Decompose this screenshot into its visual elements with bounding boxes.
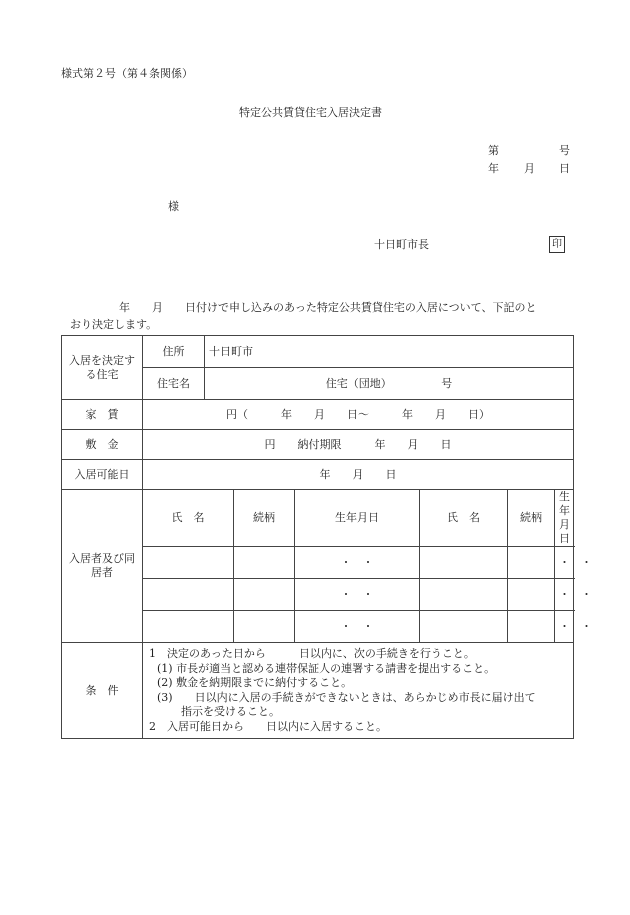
deposit-label: 敷 金 xyxy=(62,430,143,460)
decision-table xyxy=(61,335,592,739)
col-name-2: 氏 名 xyxy=(420,490,508,547)
date-day: 日 xyxy=(559,162,570,175)
seal-mark: 印 xyxy=(549,236,565,253)
body-text-line-2: おり決定します。 xyxy=(70,318,158,331)
issuer-name: 十日町市長 xyxy=(374,238,429,251)
address-label: 住所 xyxy=(143,336,205,368)
conditions-list xyxy=(143,643,574,739)
resident-name-cell xyxy=(143,611,234,643)
doc-number-prefix: 第 xyxy=(488,144,499,157)
resident-birth-cell: ・ ・ xyxy=(295,579,420,611)
resident-birth-cell: ・ ・ xyxy=(555,547,574,579)
resident-name-cell xyxy=(420,547,508,579)
date-month: 月 xyxy=(524,162,535,175)
conditions-label: 条 件 xyxy=(62,643,143,739)
resident-name-cell xyxy=(420,611,508,643)
document-title: 特定公共賃貸住宅入居決定書 xyxy=(239,106,382,119)
rent-value: 円（ 年 月 日〜 年 月 日） xyxy=(143,400,574,430)
resident-birth-cell: ・ ・ xyxy=(555,611,574,643)
resident-relation-cell xyxy=(508,579,555,611)
residents-label: 入居者及び同居者 xyxy=(62,490,143,643)
resident-name-cell xyxy=(420,579,508,611)
address-value: 十日町市 xyxy=(205,336,574,368)
resident-relation-cell xyxy=(508,611,555,643)
housing-name-label: 住宅名 xyxy=(143,368,205,400)
resident-birth-cell: ・ ・ xyxy=(295,547,420,579)
col-birth-1: 生年月日 xyxy=(295,490,420,547)
condition-item: (2) 敷金を納期限までに納付すること。 xyxy=(157,676,353,689)
col-name-1: 氏 名 xyxy=(143,490,234,547)
col-relation-1: 続柄 xyxy=(234,490,295,547)
housing-name-value: 住宅（団地） 号 xyxy=(205,368,574,400)
condition-item: (1) 市長が適当と認める連帯保証人の連署する請書を提出すること。 xyxy=(157,661,496,675)
condition-item: 1 決定のあった日から 日以内に、次の手続きを行うこと。 xyxy=(149,647,475,660)
resident-relation-cell xyxy=(234,579,295,611)
move-in-label: 入居可能日 xyxy=(62,460,143,490)
condition-item: (3) 日以内に入居の手続きができないときは、あらかじめ市長に届け出て xyxy=(157,690,536,704)
doc-number-suffix: 号 xyxy=(559,144,570,157)
date-year: 年 xyxy=(488,162,499,175)
resident-relation-cell xyxy=(234,611,295,643)
housing-label: 入居を決定する住宅 xyxy=(62,336,143,400)
resident-birth-cell: ・ ・ xyxy=(295,611,420,643)
resident-birth-cell: ・ ・ xyxy=(555,579,574,611)
resident-relation-cell xyxy=(234,547,295,579)
condition-item: 指示を受けること。 xyxy=(181,705,280,718)
addressee-suffix: 様 xyxy=(168,200,179,213)
resident-relation-cell xyxy=(508,547,555,579)
body-text-line-1: 年 月 日付けで申し込みのあった特定公共賃貸住宅の入居について、下記のと xyxy=(119,301,537,314)
form-number: 様式第２号（第４条関係） xyxy=(61,67,193,80)
move-in-value: 年 月 日 xyxy=(143,460,574,490)
deposit-value: 円 納付期限 年 月 日 xyxy=(143,430,574,460)
rent-label: 家 賃 xyxy=(62,400,143,430)
resident-name-cell xyxy=(143,547,234,579)
col-relation-2: 続柄 xyxy=(508,490,555,547)
resident-name-cell xyxy=(143,579,234,611)
col-birth-2: 生年月日 xyxy=(555,490,574,547)
condition-item: 2 入居可能日から 日以内に入居すること。 xyxy=(149,719,387,733)
